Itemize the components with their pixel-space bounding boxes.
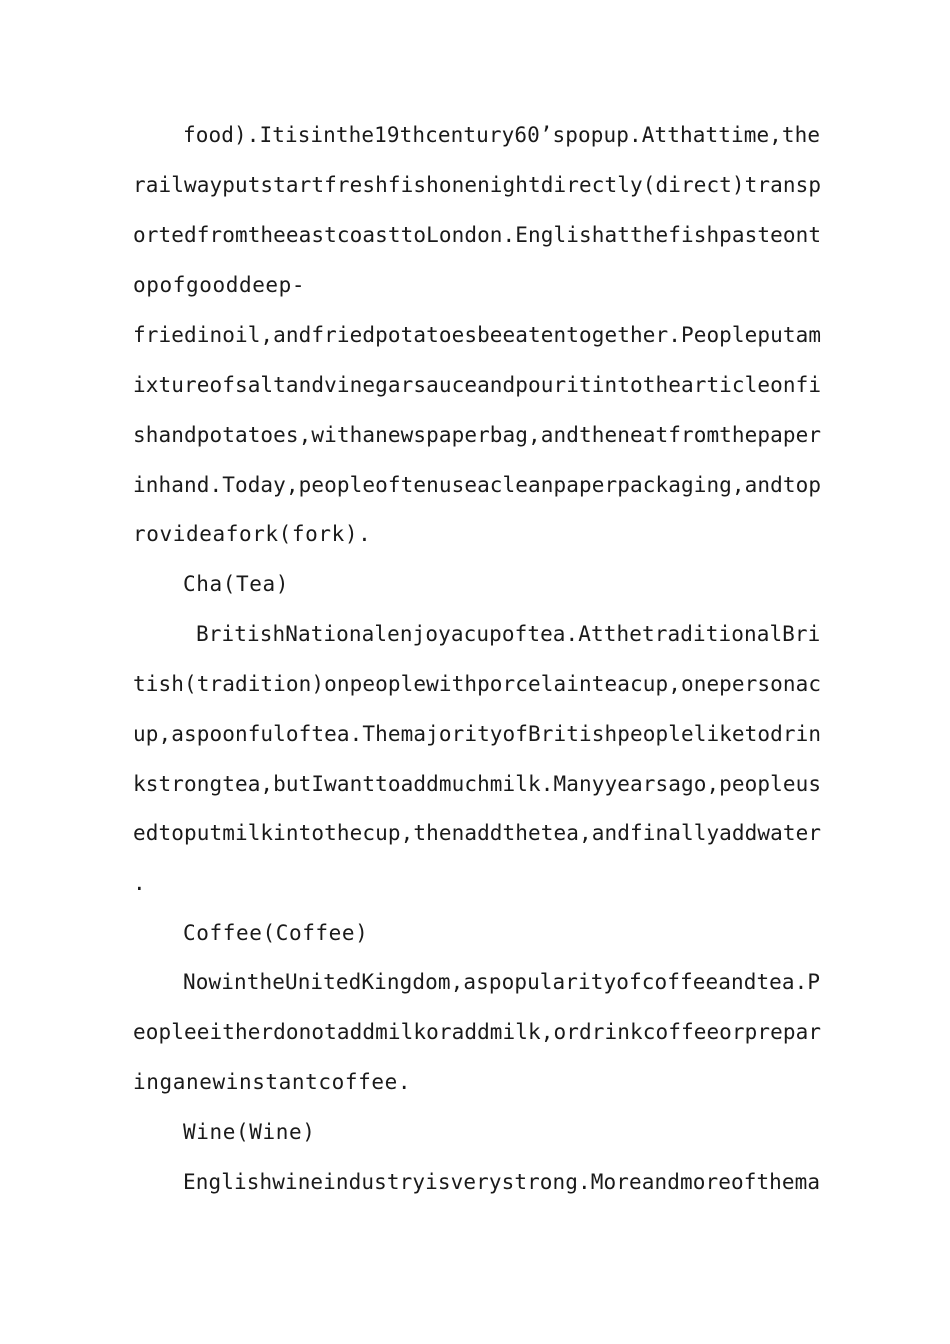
text-line: ortedfromtheeastcoasttoLondon.Englishatthefishpasteont	[133, 223, 822, 247]
text-line: friedinoil,andfriedpotatoesbeeatentogether.Peopleputam	[133, 323, 822, 347]
text-line: eopleeitherdonotaddmilkoraddmilk,ordrinkcoffeeorprepar	[133, 1020, 822, 1044]
section-heading-wine: Wine(Wine)	[183, 1120, 316, 1144]
section-heading-tea: Cha(Tea)	[183, 572, 289, 596]
text-line: ixtureofsaltandvinegarsauceandpouritintothearticleonfi	[133, 373, 822, 397]
text-line: shandpotatoes,withanewspaperbag,andtheneatfromthepaper	[133, 423, 822, 447]
text-line: opofgooddeep-	[133, 273, 306, 297]
text-line: BritishNationalenjoyacupoftea.AtthetraditionalBri	[196, 622, 821, 646]
text-line: Englishwineindustryisverystrong.Moreandmoreofthema	[183, 1170, 821, 1194]
text-line: inganewinstantcoffee.	[133, 1070, 412, 1094]
text-line: kstrongtea,butIwanttoaddmuchmilk.Manyyearsago,peopleus	[133, 772, 822, 796]
text-line: .	[133, 871, 147, 895]
text-line: rovideafork(fork).	[133, 522, 372, 546]
text-line: food).Itisinthe19thcentury60’spopup.Atthattime,the	[183, 123, 821, 147]
text-line: NowintheUnitedKingdom,aspopularityofcoffeeandtea.P	[183, 970, 821, 994]
text-line: edtoputmilkintothecup,thenaddthetea,andfinallyaddwater	[133, 821, 822, 845]
text-line: inhand.Today,peopleoftenuseacleanpaperpackaging,andtop	[133, 473, 822, 497]
text-line: tish(tradition)onpeoplewithporcelainteacup,onepersonac	[133, 672, 822, 696]
text-line: railwayputstartfreshfishonenightdirectly(direct)transp	[133, 173, 822, 197]
section-heading-coffee: Coffee(Coffee)	[183, 921, 369, 945]
text-line: up,aspoonfuloftea.ThemajorityofBritishpeopleliketodrin	[133, 722, 822, 746]
